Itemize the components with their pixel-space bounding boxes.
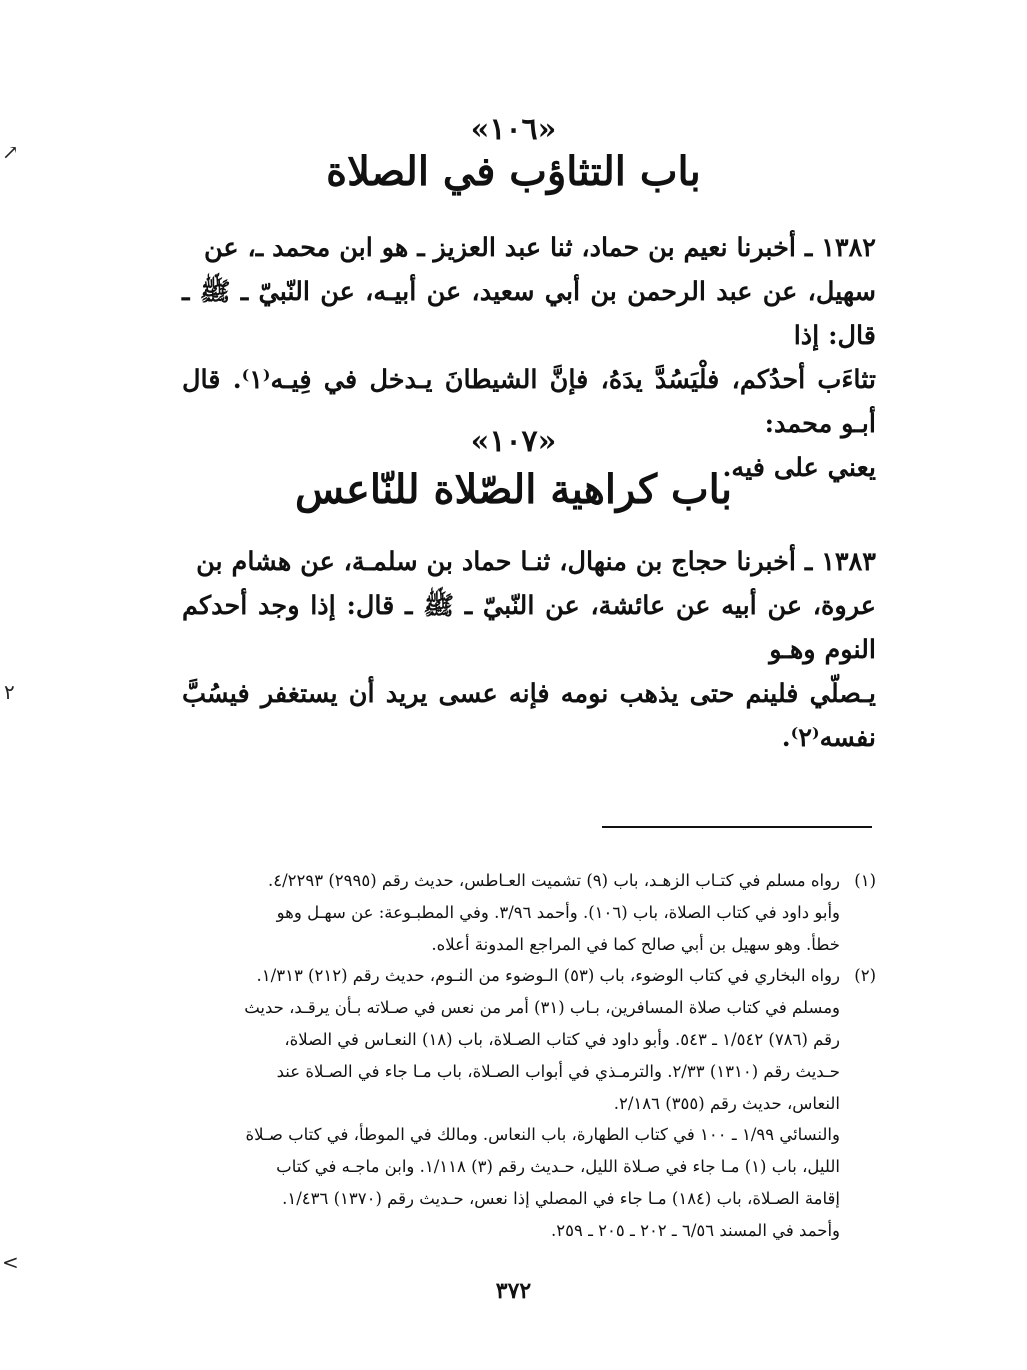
chapter-title-107: باب كراهية الصّلاة للنّاعس bbox=[295, 466, 732, 513]
hadith-line: يعني على فيه. bbox=[722, 453, 876, 483]
chapter-number-106: «١٠٦» bbox=[470, 112, 557, 147]
footnotes bbox=[182, 865, 876, 1247]
footnote-line: الليل، باب (١) مـا جاء في صـلاة الليل، حـديث رقم (٣) ١/١١٨. وابن ماجـه في كتاب bbox=[276, 1157, 840, 1177]
footnote-line: خطأ. وهو سهيل بن أبي صالح كما في المراجع المدونة أعلاه. bbox=[431, 934, 840, 954]
hadith-line: يـصلّي فلينم حتى يذهب نومه فإنه عسى يريد أن يستغفر فيسُبَّ نفسه⁽٢⁾. bbox=[182, 679, 876, 753]
chapter-title-106: باب التثاؤب في الصلاة bbox=[326, 148, 701, 195]
hadith-line: ١٣٨٢ ـ أخبرنا نعيم بن حماد، ثنا عبد العزيز ـ هو ابن محمد ـ، عن bbox=[204, 233, 876, 263]
footnote-number: (١) bbox=[854, 871, 876, 890]
footnote-line: والنسائي ١/٩٩ ـ ١٠٠ في كتاب الطهارة، باب النعاس. ومالك في الموطأ، في كتاب صـلاة bbox=[245, 1125, 840, 1145]
hadith-line: سهيل، عن عبد الرحمن بن أبي سعيد، عن أبيـه، عن النّبيّ ـ ﷺ ـ قال: إذا bbox=[182, 277, 876, 351]
footnote-line: إقامة الصـلاة، باب (١٨٤) مـا جاء في المصلي إذا نعس، حـديث رقم (١٣٧٠) ١/٤٣٦. bbox=[282, 1188, 840, 1208]
chapter-number-107: «١٠٧» bbox=[470, 424, 557, 459]
footnote-line: حـديث رقم (١٣١٠) ٢/٣٣. والترمـذي في أبواب الصـلاة، باب مـا جاء في الصـلاة عند bbox=[276, 1061, 840, 1081]
footnote-1 bbox=[182, 865, 876, 960]
hadith-1383 bbox=[182, 540, 876, 760]
footnote-line: ومسلم في كتاب صلاة المسافرين، بـاب (٣١) أمر من نعس في صـلاته بـأن يرقـد، حديث bbox=[244, 998, 840, 1018]
hadith-line: ١٣٨٣ ـ أخبرنا حجاج بن منهال، ثنـا حماد بن سلمـة، عن هشام بن bbox=[196, 547, 876, 577]
footnote-line: رواه مسلم في كتـاب الزهـد، باب (٩) تشميت العـاطس، حديث رقم (٢٩٩٥) ٤/٢٢٩٣. bbox=[267, 871, 840, 890]
footnote-line: وأبو داود في كتاب الصلاة، باب (١٠٦). وأحمد ٣/٩٦. وفي المطبـوعة: عن سهـل وهو bbox=[276, 902, 840, 922]
margin-mark-bottom: < bbox=[2, 1250, 19, 1274]
footnote-separator bbox=[602, 826, 872, 828]
hadith-line: تثاءَب أحدُكم، فلْيَسُدَّ يدَهُ، فإنَّ الشيطانَ يـدخل في فِيـه⁽١⁾. قال أبـو محمد: bbox=[182, 365, 876, 439]
margin-mark-middle: ٢ bbox=[4, 680, 15, 704]
footnote-number: (٢) bbox=[854, 966, 876, 986]
footnote-line: رواه البخاري في كتاب الوضوء، باب (٥٣) الـوضوء من النـوم، حديث رقم (٢١٢) ١/٣١٣. bbox=[256, 966, 840, 986]
hadith-line: عروة، عن أبيه عن عائشة، عن النّبيّ ـ ﷺ ـ قال: إذا وجد أحدكم النوم وهـو bbox=[182, 591, 876, 665]
footnote-line: النعاس، حديث رقم (٣٥٥) ٢/١٨٦. bbox=[613, 1093, 840, 1113]
margin-mark-top: ↗ bbox=[2, 140, 19, 164]
page-number: ٣٧٢ bbox=[495, 1278, 532, 1304]
footnote-line: رقم (٧٨٦) ١/٥٤٢ ـ ٥٤٣. وأبو داود في كتاب الصـلاة، باب (١٨) النعـاس في الصلاة، bbox=[284, 1029, 840, 1049]
footnote-line: وأحمد في المسند ٦/٥٦ ـ ٢٠٢ ـ ٢٠٥ ـ ٢٥٩. bbox=[550, 1220, 840, 1240]
footnote-2 bbox=[182, 960, 876, 1246]
